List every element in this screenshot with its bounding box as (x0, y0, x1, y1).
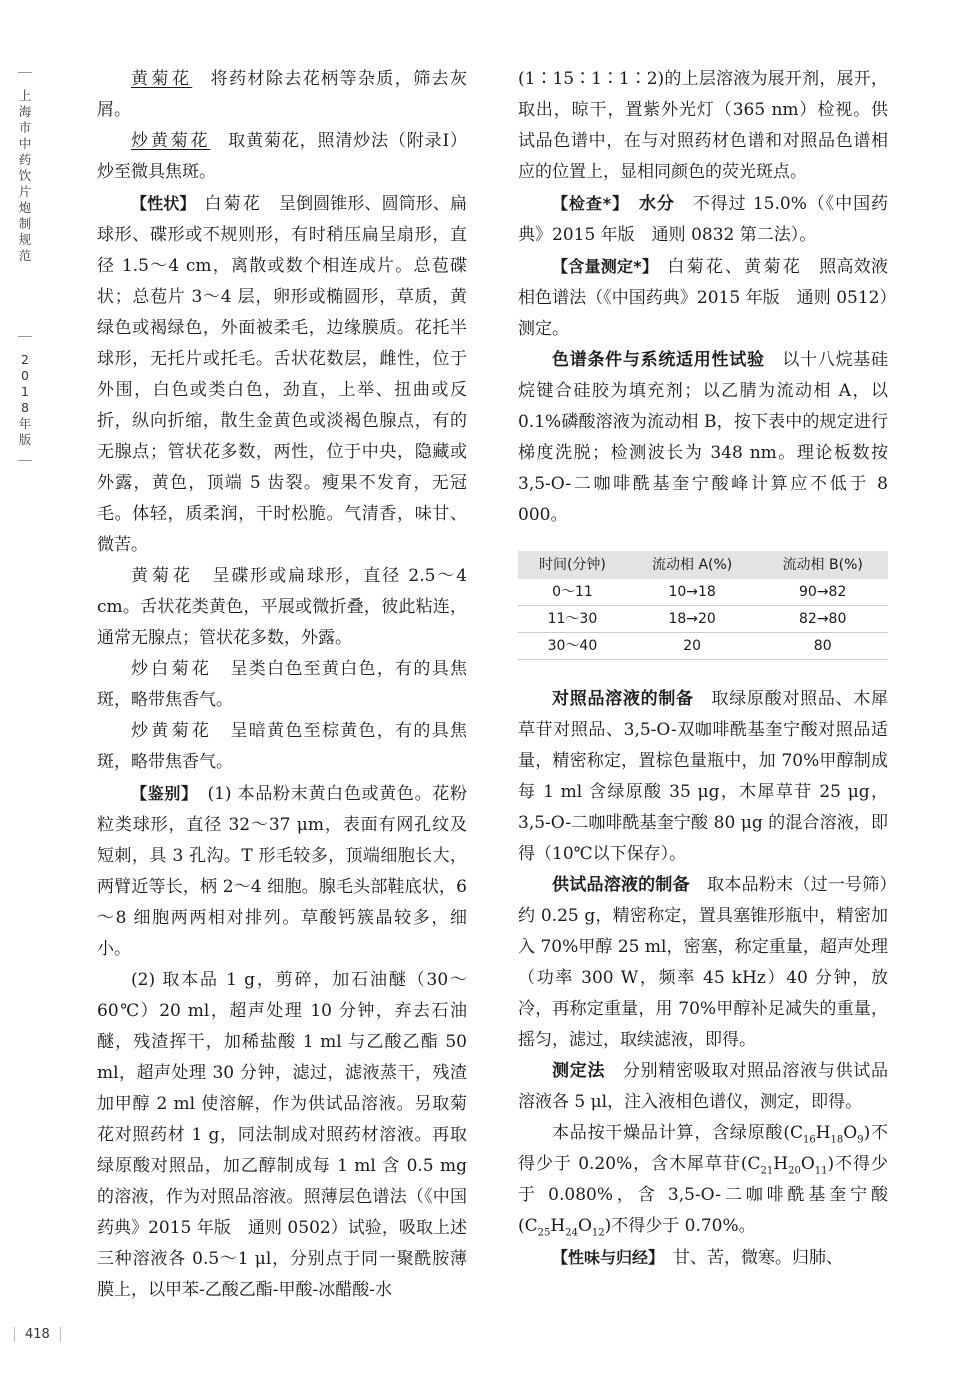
item-heading: 白菊花 (204, 194, 262, 214)
table-cell: 82→80 (757, 606, 888, 633)
paragraph: (2) 取本品 1 g，剪碎，加石油醚（30～60℃）20 ml，超声处理 10 分钟，弃去石油醚，残渣挥干，加稀盐酸 1 ml 与乙酸乙酯 50 ml，超声处理 30 分钟，滤过，滤液蒸干，残渣加甲醇 2 ml 使溶解，作为供试品溶液。另取菊花对照药材 1 g，同法制成对照药材溶液。再取绿原酸对照品，加乙醇制成每 1 ml 含 0.5 mg 的溶液，作为对照品溶液。照薄层色谱法（《中国药典》2015 年版 通则 0502）试验，吸取上述三种溶液各 0.5～1 μl，分别点于同一聚酰胺薄膜上，以甲苯-乙酸乙酯-甲酸-冰醋酸-水 (97, 970, 467, 1300)
right-column (518, 64, 888, 1274)
table-cell: 90→82 (757, 579, 888, 606)
item-heading: 白菊花、黄菊花 (667, 257, 803, 277)
sidebar-edition: 2018年版 (18, 352, 32, 447)
sidebar-rule-bottom (18, 460, 32, 461)
paragraph: (1∶15∶1∶1∶2)的上层溶液为展开剂，展开，取出，晾干，置紫外光灯（365 nm）检视。供试品色谱中，在与对照药材色谱和对照品色谱相应的位置上，显相同颜色的荧光斑点。 (518, 69, 888, 182)
sidebar (0, 0, 50, 1376)
item-heading: 测定法 (552, 1061, 606, 1081)
item-heading: 供试品溶液的制备 (552, 875, 690, 895)
item-heading: 炒黄菊花 (131, 131, 211, 151)
table-cell: 30～40 (518, 633, 627, 660)
paragraph: 色谱条件与系统适用性试验 以十八烷基硅烷键合硅胶为填充剂；以乙腈为流动相 A，以 0.1%磷酸溶液为流动相 B，按下表中的规定进行梯度洗脱；检测波长为 348 nm。理论板数按 3,5-O-二咖啡酰基奎宁酸峰计算应不低于 8 000。 (518, 350, 889, 525)
table-row (518, 606, 888, 633)
item-heading: 水分 (638, 194, 675, 214)
section-heading: 【鉴别】 (131, 784, 190, 803)
paragraph: 对照品溶液的制备 取绿原酸对照品、木犀草苷对照品、3,5-O-双咖啡酰基奎宁酸对照品适量，精密称定，置棕色量瓶中，加 70%甲醇制成每 1 ml 含绿原酸 35 μg，木犀草苷 25 μg，3,5-O-二咖啡酰基奎宁酸 80 μg 的混合溶液，即得（10℃以下保存）。 (518, 689, 889, 864)
item-heading: 色谱条件与系统适用性试验 (552, 350, 765, 370)
section-heading: 【性状】 (131, 194, 188, 213)
paragraph-content-limits: 本品按干燥品计算，含绿原酸$(C_{16}H_{18}O_9)$不得少于 0.20%，含木犀草苷$(C_{21}H_{20}O_{11})$不得少于 0.080%，含 3,5-O-二咖啡酰基奎宁酸$(C_{25}H_{24}O_{12})$不得少于 0.70%。 (518, 1123, 889, 1239)
table-header-cell: 流动相 B(%) (757, 551, 888, 579)
paragraph: 供试品溶液的制备 取本品粉末（过一号筛）约 0.25 g，精密称定，置具塞锥形瓶中，精密加入 70%甲醇 25 ml，密塞，称定重量，超声处理（功率 300 W，频率 45 kHz）40 分钟，放冷，再称定重量，用 70%甲醇补足减失的重量，摇匀，滤过，取续滤液，即得。 (518, 875, 889, 1050)
paragraph: 【性味与归经】 甘、苦，微寒。归肺、 (552, 1248, 844, 1268)
sidebar-book-title: 上海市中药饮片炮制规范 (18, 88, 32, 263)
item-heading: 黄菊花 (131, 566, 194, 586)
table-cell: 10→18 (627, 579, 758, 606)
sidebar-rule-top (18, 72, 32, 73)
table-cell: 11～30 (518, 606, 627, 633)
section-heading: 【含量测定*】 (552, 257, 651, 276)
table-cell: 20 (627, 633, 758, 660)
item-heading: 炒白菊花 (131, 659, 213, 679)
paragraph: 黄菊花 将药材除去花柄等杂质，筛去灰屑。 (97, 69, 468, 120)
item-heading: 黄菊花 (131, 69, 193, 89)
paragraph: 炒黄菊花 呈暗黄色至棕黄色，有的具焦斑，略带焦香气。 (97, 721, 468, 772)
paragraph: 黄菊花 呈碟形或扁球形，直径 2.5～4 cm。舌状花类黄色，平展或微折叠，彼此粘连，通常无腺点；管状花多数，外露。 (97, 566, 468, 648)
paragraph: 【鉴别】 (1) 本品粉末黄白色或黄色。花粉粒类球形，直径 32～37 μm，表面有网孔纹及短刺，具 3 孔沟。T 形毛较多，顶端细胞长大，两臂近等长，柄 2～4 细胞。腺毛头部鞋底状，6～8 细胞两两相对排列。草酸钙簇晶较多，细小。 (97, 784, 467, 959)
left-column (97, 64, 467, 1306)
section-heading: 【检查*】 (552, 194, 622, 213)
table-cell: 80 (757, 633, 888, 660)
item-heading: 对照品溶液的制备 (552, 689, 694, 709)
paragraph: 炒白菊花 呈类白色至黄白色，有的具焦斑，略带焦香气。 (97, 659, 468, 710)
paragraph: 【性状】 白菊花 呈倒圆锥形、圆筒形、扁球形、碟形或不规则形，有时稍压扁呈扇形，直径 1.5～4 cm，离散或数个相连成片。总苞碟状；总苞片 3～4 层，卵形或椭圆形，草质，黄绿色或褐绿色，外面被柔毛，边缘膜质。花托半球形，无托片或托毛。舌状花数层，雌性，位于外围，白色或类白色，劲直，上举、扭曲或反折，纵向折缩，散生金黄色或淡褐色腺点，有的无腺点；管状花多数，两性，位于中央，隐藏或外露，黄色，顶端 5 齿裂。瘦果不发育，无冠毛。体轻，质柔润，干时松脆。气清香，味甘、微苦。 (97, 194, 468, 555)
table-row (518, 633, 888, 660)
sidebar-rule-mid (18, 336, 32, 337)
table-header-row (518, 551, 888, 579)
table-cell: 18→20 (627, 606, 758, 633)
table-header-cell: 流动相 A(%) (627, 551, 758, 579)
paragraph: 【检查*】 水分 不得过 15.0%（《中国药典》2015 年版 通则 0832 第二法）。 (518, 194, 889, 245)
table-cell: 0～11 (518, 579, 627, 606)
page-number: 418 (14, 1327, 61, 1342)
gradient-table (518, 551, 888, 660)
paragraph: 测定法 分别精密吸取对照品溶液与供试品溶液各 5 μl，注入液相色谱仪，测定，即得。 (518, 1061, 889, 1112)
table-row (518, 579, 888, 606)
item-heading: 炒黄菊花 (131, 721, 213, 741)
section-heading: 【性味与归经】 (552, 1248, 657, 1267)
paragraph: 【含量测定*】 白菊花、黄菊花 照高效液相色谱法（《中国药典》2015 年版 通则 0512）测定。 (518, 257, 889, 339)
paragraph: 炒黄菊花 取黄菊花，照清炒法（附录Ⅰ）炒至微具焦斑。 (97, 131, 468, 182)
table-header-cell: 时间(分钟) (518, 551, 627, 579)
